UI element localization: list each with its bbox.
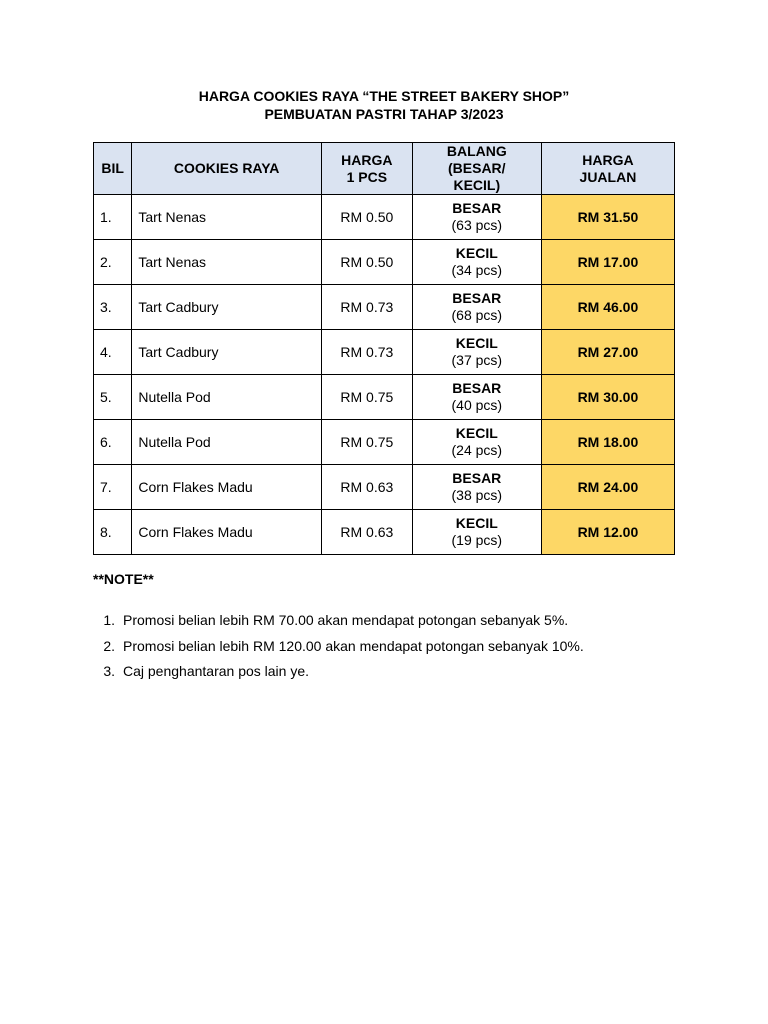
list-item xyxy=(93,636,713,662)
row-harga-jualan: RM 27.00 xyxy=(541,330,674,375)
header-cookies-raya: COOKIES RAYA xyxy=(132,143,322,195)
note-item-text: Promosi belian lebih RM 120.00 akan mendapat potongan sebanyak 10%. xyxy=(123,637,584,654)
table-row xyxy=(94,465,675,510)
row-bil: 2. xyxy=(94,240,132,285)
row-bil: 6. xyxy=(94,420,132,465)
price-table xyxy=(93,142,675,555)
row-balang-count: (68 pcs) xyxy=(451,307,503,323)
table-row xyxy=(94,375,675,420)
row-harga-jualan: RM 24.00 xyxy=(541,465,674,510)
list-item xyxy=(93,661,713,687)
row-balang-count: (40 pcs) xyxy=(451,397,503,413)
row-cookie-name: Tart Nenas xyxy=(132,240,322,285)
table-row xyxy=(94,285,675,330)
header-harga-line2: 1 PCS xyxy=(346,168,388,185)
row-bil: 4. xyxy=(94,330,132,375)
row-harga-1-pcs: RM 0.63 xyxy=(321,510,412,555)
header-balang-line2: (BESAR/ xyxy=(448,160,506,176)
header-balang-line1: BALANG xyxy=(446,143,507,159)
row-balang xyxy=(412,465,541,510)
page-title xyxy=(0,87,768,123)
row-harga-1-pcs: RM 0.75 xyxy=(321,420,412,465)
row-cookie-name: Corn Flakes Madu xyxy=(132,510,322,555)
note-item-number: 3. xyxy=(103,663,115,679)
row-harga-jualan: RM 17.00 xyxy=(541,240,674,285)
row-balang xyxy=(412,375,541,420)
row-cookie-name: Tart Cadbury xyxy=(132,330,322,375)
row-cookie-name: Tart Cadbury xyxy=(132,285,322,330)
row-balang xyxy=(412,330,541,375)
row-bil: 1. xyxy=(94,195,132,240)
header-balang-line3: KECIL) xyxy=(453,177,501,193)
row-balang-size: BESAR xyxy=(452,290,502,306)
row-harga-1-pcs: RM 0.63 xyxy=(321,465,412,510)
note-item-text: Caj penghantaran pos lain ye. xyxy=(123,663,310,679)
row-balang-count: (24 pcs) xyxy=(451,442,503,458)
row-harga-jualan: RM 12.00 xyxy=(541,510,674,555)
row-harga-jualan: RM 18.00 xyxy=(541,420,674,465)
note-heading: **NOTE** xyxy=(93,571,154,587)
note-item-number: 2. xyxy=(103,637,115,654)
header-bil: BIL xyxy=(94,143,132,195)
title-line-1: HARGA COOKIES RAYA “THE STREET BAKERY SHOP” xyxy=(198,88,570,104)
row-harga-1-pcs: RM 0.50 xyxy=(321,240,412,285)
row-harga-jualan: RM 31.50 xyxy=(541,195,674,240)
row-balang-size: BESAR xyxy=(452,470,502,486)
table-header-row xyxy=(94,143,675,195)
row-balang-count: (19 pcs) xyxy=(451,532,503,548)
table-row xyxy=(94,330,675,375)
row-balang-size: KECIL xyxy=(455,515,498,531)
header-balang xyxy=(412,143,541,195)
row-cookie-name: Nutella Pod xyxy=(132,375,322,420)
row-balang xyxy=(412,195,541,240)
row-harga-1-pcs: RM 0.50 xyxy=(321,195,412,240)
note-item-text: Promosi belian lebih RM 70.00 akan mendapat potongan sebanyak 5%. xyxy=(123,612,569,628)
row-balang-count: (37 pcs) xyxy=(451,352,503,368)
header-jualan-line1: HARGA xyxy=(582,151,634,168)
note-item-number: 1. xyxy=(103,612,115,628)
row-cookie-name: Corn Flakes Madu xyxy=(132,465,322,510)
list-item xyxy=(93,610,713,636)
row-bil: 3. xyxy=(94,285,132,330)
header-jualan-line2: JUALAN xyxy=(579,168,637,185)
row-harga-1-pcs: RM 0.73 xyxy=(321,330,412,375)
row-harga-1-pcs: RM 0.75 xyxy=(321,375,412,420)
row-harga-jualan: RM 46.00 xyxy=(541,285,674,330)
row-balang xyxy=(412,420,541,465)
note-list xyxy=(93,610,713,687)
row-balang xyxy=(412,285,541,330)
row-balang xyxy=(412,510,541,555)
row-balang-count: (38 pcs) xyxy=(451,487,503,503)
row-harga-jualan: RM 30.00 xyxy=(541,375,674,420)
row-balang-count: (34 pcs) xyxy=(451,262,503,278)
table-row xyxy=(94,195,675,240)
table-row xyxy=(94,420,675,465)
row-balang xyxy=(412,240,541,285)
row-bil: 5. xyxy=(94,375,132,420)
table-row xyxy=(94,240,675,285)
row-balang-size: BESAR xyxy=(452,200,502,216)
row-balang-size: KECIL xyxy=(455,425,498,441)
table-row xyxy=(94,510,675,555)
row-bil: 7. xyxy=(94,465,132,510)
row-cookie-name: Nutella Pod xyxy=(132,420,322,465)
row-balang-size: KECIL xyxy=(455,335,498,351)
row-cookie-name: Tart Nenas xyxy=(132,195,322,240)
row-balang-count: (63 pcs) xyxy=(451,217,503,233)
header-harga-line1: HARGA xyxy=(341,151,393,168)
header-harga-jualan xyxy=(541,143,674,195)
row-balang-size: KECIL xyxy=(455,245,498,261)
row-harga-1-pcs: RM 0.73 xyxy=(321,285,412,330)
row-balang-size: BESAR xyxy=(452,380,502,396)
row-bil: 8. xyxy=(94,510,132,555)
title-line-2: PEMBUATAN PASTRI TAHAP 3/2023 xyxy=(264,106,504,122)
header-harga-1-pcs xyxy=(321,143,412,195)
